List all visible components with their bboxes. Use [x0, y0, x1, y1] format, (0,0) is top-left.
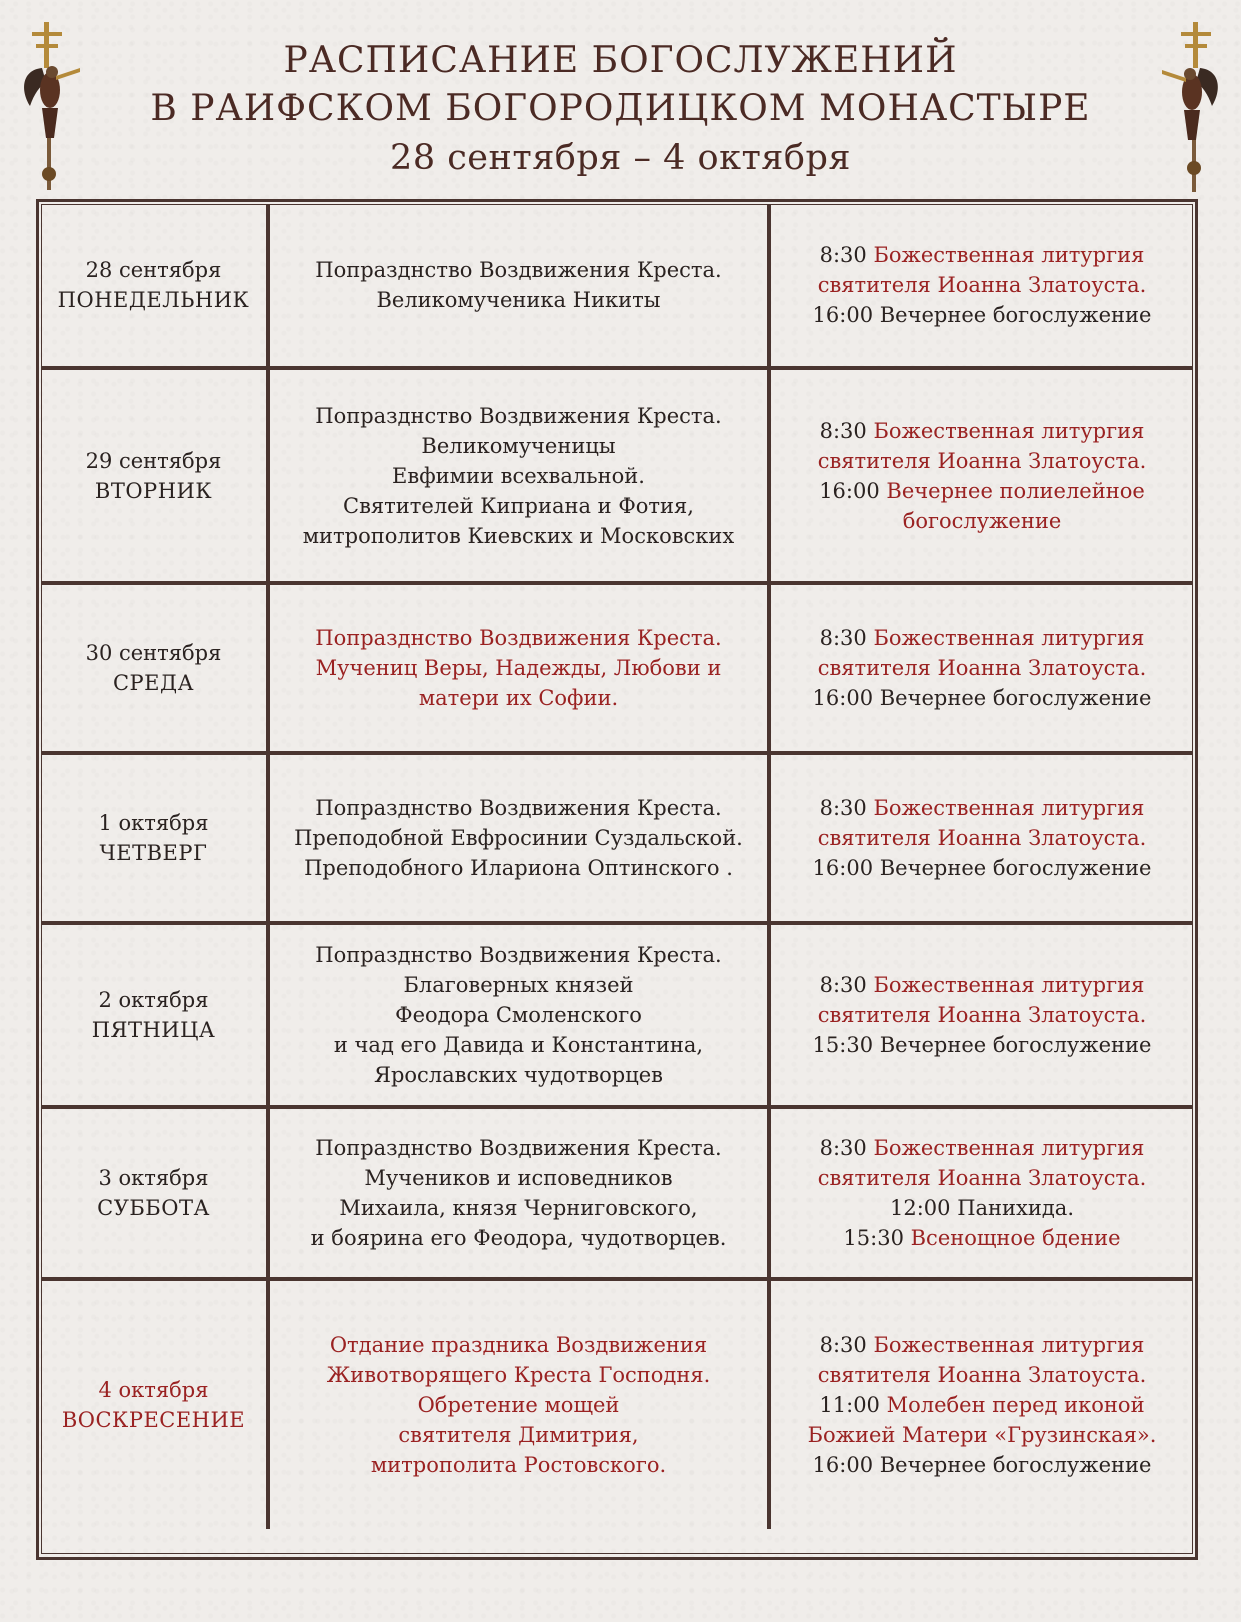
date-cell: [41, 204, 270, 370]
services-cell-content: [818, 416, 1147, 536]
service-line: [818, 1193, 1147, 1223]
service-time: 8:30: [819, 243, 867, 267]
service-text: святителя Иоанна Златоуста.: [817, 656, 1147, 680]
service-line: [813, 270, 1152, 300]
date-cell: [41, 755, 270, 925]
feast-line: Великомученицы: [421, 433, 616, 458]
service-line: [813, 300, 1152, 330]
feast-line: Преподобного Илариона Оптинского .: [304, 856, 733, 880]
service-time: 15:30: [843, 1226, 904, 1250]
service-line: [818, 506, 1147, 536]
date-cell-content: [97, 1163, 210, 1223]
service-text: святителя Иоанна Златоуста.: [817, 448, 1147, 473]
feast-cell-content: [315, 940, 721, 1090]
service-time: 16:00: [819, 478, 880, 503]
date-cell-content: [86, 446, 222, 506]
weekday-label: СРЕДА: [112, 671, 194, 695]
date-cell: [41, 370, 270, 585]
feast-line: Попразднство Воздвижения Креста.: [315, 626, 722, 650]
services-cell: [771, 1281, 1193, 1529]
service-line: [813, 1000, 1152, 1030]
service-text: святителя Иоанна Златоуста.: [817, 273, 1147, 297]
feast-line: Попразднство Воздвижения Креста.: [315, 943, 722, 967]
service-text: Вечернее богослужение: [879, 856, 1152, 880]
feast-line: Святителей Киприана и Фотия,: [343, 493, 694, 518]
service-time: 8:30: [819, 1333, 867, 1357]
service-line: [818, 1133, 1147, 1163]
feast-line: Отдание праздника Воздвижения: [329, 1333, 708, 1357]
service-line: [808, 1450, 1157, 1480]
feast-line: митрополита Ростовского.: [370, 1453, 667, 1477]
feast-line: Попразднство Воздвижения Креста.: [315, 403, 722, 428]
service-time: 8:30: [819, 626, 867, 650]
feast-line: и чад его Давида и Константина,: [333, 1033, 704, 1057]
weekday-label: ВТОРНИК: [94, 478, 213, 503]
date-label: 29 сентября: [85, 448, 222, 473]
weekday-label: ЧЕТВЕРГ: [99, 841, 208, 865]
feast-cell: [270, 1281, 771, 1529]
date-cell-content: [86, 638, 222, 698]
services-cell: [771, 204, 1193, 370]
service-text: Божественная литургия: [873, 626, 1145, 650]
service-text: Панихида.: [957, 1196, 1074, 1220]
service-text: Божественная литургия: [873, 796, 1145, 820]
date-cell: [41, 585, 270, 755]
service-line: [818, 416, 1147, 446]
weekday-label: СУББОТА: [97, 1196, 210, 1220]
service-text: Вечернее богослужение: [879, 1033, 1152, 1057]
service-line: [813, 653, 1152, 683]
service-text: святителя Иоанна Златоуста.: [817, 1003, 1147, 1027]
feast-cell: [270, 370, 771, 585]
feast-line: Обретение мощей: [417, 1393, 620, 1417]
schedule-table: [41, 204, 1193, 1529]
feast-cell: [270, 755, 771, 925]
service-line: [813, 683, 1152, 713]
service-line: [818, 446, 1147, 476]
date-cell-content: [58, 255, 250, 315]
services-cell-content: [818, 1133, 1147, 1253]
cross-icon: [1181, 22, 1211, 68]
service-line: [808, 1330, 1157, 1360]
service-line: [818, 476, 1147, 506]
feast-line: митрополитов Киевских и Московских: [302, 523, 735, 548]
angel-icon: [1162, 68, 1218, 140]
date-cell-content: [62, 1375, 245, 1435]
service-text: святителя Иоанна Златоуста.: [817, 1363, 1147, 1387]
service-line: [818, 1223, 1147, 1253]
angel-cross-ornament-right: [1160, 20, 1230, 195]
date-label: 2 октября: [98, 988, 209, 1012]
feast-line: Попразднство Воздвижения Креста.: [315, 1136, 722, 1160]
page-title: РАСПИСАНИЕ БОГОСЛУЖЕНИЙ: [283, 40, 958, 81]
feast-line: Евфимии всехвальной.: [392, 463, 645, 488]
services-cell-content: [813, 240, 1152, 330]
angel-cross-ornament-left: [12, 20, 82, 195]
date-cell: [41, 925, 270, 1109]
service-line: [813, 793, 1152, 823]
services-cell: [771, 925, 1193, 1109]
service-text: Божественная литургия: [873, 243, 1145, 267]
service-line: [813, 853, 1152, 883]
service-time: 8:30: [819, 973, 867, 997]
feast-cell-content: [303, 401, 735, 551]
feast-line: Ярославских чудотворцев: [374, 1063, 663, 1087]
date-cell: [41, 1109, 270, 1281]
feast-line: Животворящего Креста Господня.: [326, 1363, 711, 1387]
service-text: святителя Иоанна Златоуста.: [817, 826, 1147, 850]
date-label: 28 сентября: [85, 258, 222, 282]
angel-icon: [24, 66, 80, 138]
feast-cell-content: [327, 1330, 711, 1480]
weekday-label: ПОНЕДЕЛЬНИК: [57, 288, 250, 312]
date-label: 4 октября: [98, 1378, 209, 1402]
services-cell-content: [808, 1330, 1157, 1480]
weekday-label: ПЯТНИЦА: [91, 1018, 216, 1042]
services-cell: [771, 585, 1193, 755]
feast-line: Мучеников и исповедников: [364, 1166, 673, 1190]
feast-line: Благоверных князей: [403, 973, 634, 997]
services-cell-content: [813, 793, 1152, 883]
date-range: 28 сентября – 4 октября: [390, 138, 851, 178]
services-cell: [771, 370, 1193, 585]
service-line: [813, 1030, 1152, 1060]
feast-line: Великомученика Никиты: [376, 288, 661, 312]
feast-line: Михаила, князя Черниговского,: [339, 1196, 698, 1220]
service-text: Молебен перед иконой: [886, 1393, 1145, 1417]
service-time: 16:00: [812, 1453, 874, 1477]
feast-cell: [270, 585, 771, 755]
page-subtitle: В РАИФСКОМ БОГОРОДИЦКОМ МОНАСТЫРЕ: [150, 88, 1091, 129]
service-time: 16:00: [812, 686, 874, 710]
service-text: Божией Матери «Грузинская».: [807, 1423, 1157, 1447]
feast-line: Попразднство Воздвижения Креста.: [315, 258, 722, 282]
service-text: Всенощное бдение: [910, 1226, 1121, 1250]
feast-cell-content: [315, 255, 721, 315]
header: [0, 0, 1241, 200]
service-time: 15:30: [812, 1033, 874, 1057]
service-time: 16:00: [812, 856, 874, 880]
services-cell-content: [813, 970, 1152, 1060]
service-line: [813, 240, 1152, 270]
service-line: [813, 623, 1152, 653]
feast-line: Мучениц Веры, Надежды, Любови и: [315, 656, 722, 680]
feast-line: Попразднство Воздвижения Креста.: [315, 796, 722, 820]
feast-line: святителя Димитрия,: [398, 1423, 639, 1447]
service-time: 12:00: [889, 1196, 951, 1220]
feast-cell: [270, 925, 771, 1109]
date-label: 3 октября: [98, 1166, 209, 1190]
service-text: Божественная литургия: [873, 1333, 1145, 1357]
date-label: 1 октября: [98, 811, 209, 835]
feast-cell-content: [294, 793, 743, 883]
services-cell: [771, 755, 1193, 925]
service-line: [808, 1420, 1157, 1450]
date-cell-content: [98, 808, 208, 868]
feast-cell: [270, 204, 771, 370]
weekday-label: ВОСКРЕСЕНИЕ: [61, 1408, 246, 1432]
feast-cell-content: [311, 1133, 727, 1253]
services-cell: [771, 1109, 1193, 1281]
service-text: Вечернее богослужение: [879, 303, 1152, 327]
service-time: 8:30: [819, 796, 867, 820]
service-text: Божественная литургия: [873, 973, 1145, 997]
service-line: [813, 970, 1152, 1000]
service-line: [808, 1360, 1157, 1390]
service-text: богослужение: [902, 508, 1062, 533]
service-time: 8:30: [819, 418, 867, 443]
date-cell: [41, 1281, 270, 1529]
service-time: 11:00: [819, 1393, 880, 1417]
service-time: 16:00: [812, 303, 874, 327]
feast-line: Феодора Смоленского: [395, 1003, 642, 1027]
service-text: Божественная литургия: [873, 418, 1145, 443]
service-text: святителя Иоанна Златоуста.: [817, 1166, 1147, 1190]
feast-cell: [270, 1109, 771, 1281]
feast-line: и боярина его Феодора, чудотворцев.: [310, 1226, 727, 1250]
service-time: 8:30: [819, 1136, 867, 1160]
service-text: Вечернее полиелейное: [886, 478, 1145, 503]
service-line: [813, 823, 1152, 853]
service-text: Вечернее богослужение: [879, 686, 1152, 710]
date-label: 30 сентября: [85, 641, 222, 665]
date-cell-content: [92, 985, 216, 1045]
service-text: Божественная литургия: [873, 1136, 1145, 1160]
services-cell-content: [813, 623, 1152, 713]
cross-icon: [32, 22, 62, 68]
service-text: Вечернее богослужение: [879, 1453, 1152, 1477]
service-line: [818, 1163, 1147, 1193]
service-line: [808, 1390, 1157, 1420]
feast-line: Преподобной Евфросинии Суздальской.: [294, 826, 743, 850]
feast-cell-content: [315, 623, 721, 713]
feast-line: матери их Софии.: [418, 686, 619, 710]
